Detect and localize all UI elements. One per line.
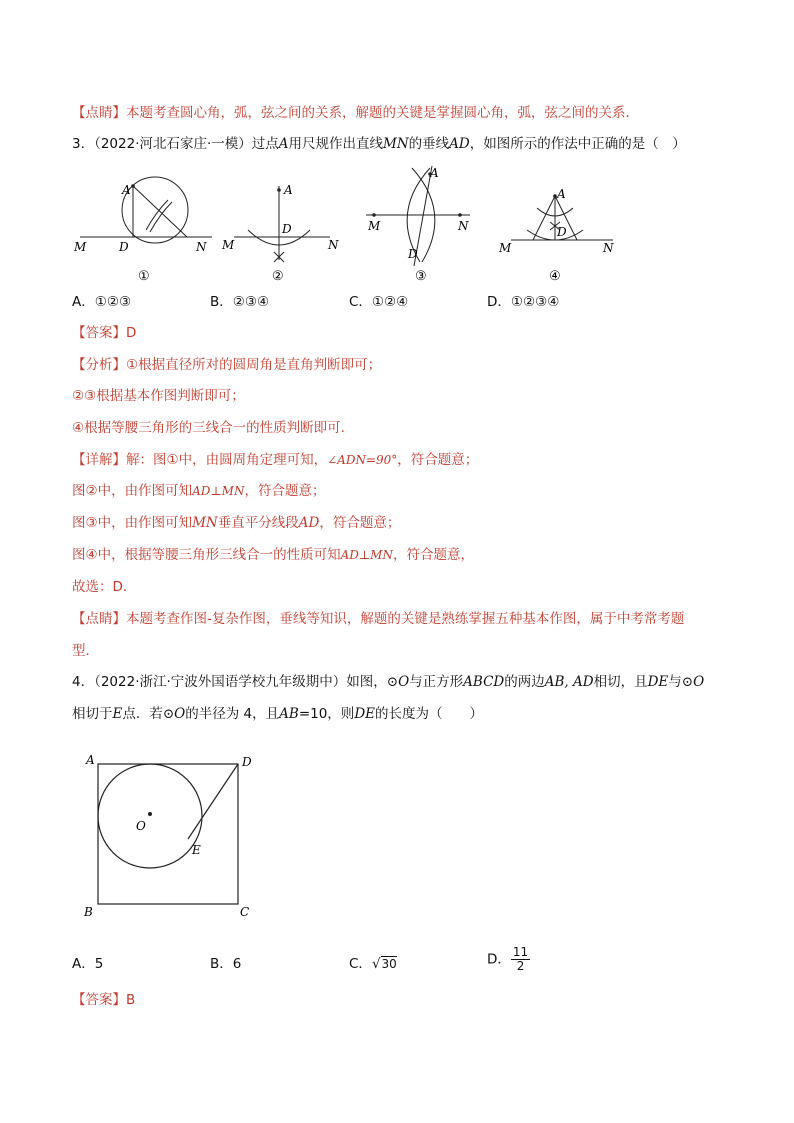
detail-math: AD: [298, 515, 320, 531]
figure-2: [218, 172, 348, 287]
sqrt-sign: √: [371, 956, 381, 972]
detail-math: AD⊥MN: [192, 484, 245, 498]
q4-math: AB, AD: [544, 674, 594, 690]
q4-option-b[interactable]: B．6: [210, 956, 242, 972]
detail-text: ，符合题意；: [319, 515, 401, 531]
dianjing-text: 本题考查作图-复杂作图，垂线等知识，解题的关键是熟练掌握五种基本作图，属于中考常考题: [126, 611, 685, 627]
figure-q4-square-circle: [80, 750, 260, 925]
fig4-label-d: D: [557, 225, 567, 239]
q3-choose: 故选：D．: [72, 579, 137, 595]
figure-3: [360, 162, 485, 287]
q4-text: 点．若: [122, 706, 163, 722]
q4-text: 的长度为（ ）: [375, 706, 483, 722]
fig3-label-d: D: [408, 247, 418, 261]
q4-math: ⊙O: [681, 674, 705, 690]
dianjing-line: [72, 103, 639, 123]
dianjing-text: 本题考查圆心角，弧，弦之间的关系，解题的关键是掌握圆心角，弧，弦之间的关系．: [126, 105, 639, 121]
q3-dianjing-2: 型．: [72, 643, 99, 659]
question-4-stem-2: [72, 704, 483, 724]
fig2-label-n: N: [328, 238, 339, 252]
figure-1: [72, 172, 217, 287]
q3-analysis-1: [72, 355, 381, 375]
fig1-label-m: M: [74, 240, 87, 254]
q4-fig-label-d: D: [242, 755, 252, 769]
q3-point-a: A: [278, 136, 289, 152]
q4-answer: [72, 990, 135, 1010]
q4-math: AB: [279, 706, 299, 722]
detail-text: ，符合题意；: [397, 452, 479, 468]
answer-value: D: [126, 325, 137, 341]
q3-option-d[interactable]: D．①②③④: [487, 294, 560, 310]
q3-detail-1: [72, 450, 478, 470]
sqrt-radicand: 30: [381, 957, 397, 971]
q3-detail-2: [72, 481, 325, 501]
question-3-stem: [72, 134, 686, 154]
detail-text: 解：图①中，由圆周角定理可知，: [126, 452, 328, 468]
fig4-number: ④: [549, 269, 561, 284]
q3-option-a[interactable]: A．①②③: [72, 294, 132, 310]
detail-math: AD⊥MN: [340, 548, 393, 562]
fig1-label-n: N: [196, 240, 207, 254]
q3-line-ad: AD: [449, 136, 470, 152]
detail-text: 图④中，根据等腰三角形三线合一的性质可知: [72, 547, 341, 563]
detail-tag: 【详解】: [72, 452, 126, 468]
fig3-label-a: A: [430, 166, 439, 180]
q4-math: E: [112, 706, 123, 722]
fig3-number: ③: [415, 269, 427, 284]
answer-tag: 【答案】: [72, 992, 126, 1008]
q4-text: 相切于: [72, 706, 113, 722]
answer-value: B: [126, 992, 136, 1008]
q4-option-a[interactable]: A．5: [72, 956, 104, 972]
detail-math: MN: [192, 515, 218, 531]
q4-fig-label-e: E: [192, 843, 201, 857]
q3-line-mn: MN: [383, 136, 409, 152]
fraction: [511, 946, 530, 973]
detail-math: ∠ADN=90°: [327, 453, 398, 467]
detail-text: ，符合题意；: [244, 483, 326, 499]
fig2-label-a: A: [284, 183, 293, 197]
fig3-label-n: N: [458, 219, 469, 233]
q3-option-b[interactable]: B．②③④: [210, 294, 270, 310]
fig2-number: ②: [272, 269, 284, 284]
q4-math: ⊙O: [162, 706, 186, 722]
fig1-label-d: D: [119, 240, 129, 254]
q3-analysis-3: ④根据等腰三角形的三线合一的性质判断即可．: [72, 420, 355, 436]
q4-text: 的两边: [504, 674, 545, 690]
q3-analysis-2: ②③根据基本作图判断即可；: [72, 388, 245, 404]
q4-fig-label-b: B: [84, 905, 93, 919]
q4-text: 4．（2022·浙江·宁波外国语学校九年级期中）如图，: [72, 674, 387, 690]
question-4-stem-1: [72, 672, 704, 692]
detail-text: ，符合题意，: [392, 547, 474, 563]
q3-detail-4: [72, 545, 474, 565]
fig4-label-n: N: [603, 241, 614, 255]
option-d-prefix: D．: [487, 951, 511, 968]
detail-text: 图②中，由作图可知: [72, 483, 193, 499]
q4-fig-label-o: O: [136, 819, 146, 833]
dianjing-tag: 【点睛】: [72, 105, 126, 121]
figure-4: [497, 172, 622, 287]
q4-math: ⊙O: [386, 674, 410, 690]
fig4-label-a: A: [557, 187, 566, 201]
q3-answer: [72, 323, 136, 343]
q4-fig-label-c: C: [240, 905, 250, 919]
detail-text: 图③中，由作图可知: [72, 515, 193, 531]
q3-text: 用尺规作出直线: [288, 136, 384, 152]
fig2-label-d: D: [282, 222, 292, 236]
q3-dianjing-1: [72, 609, 684, 629]
q4-text: 与正方形: [409, 674, 464, 690]
fig3-label-m: M: [368, 219, 381, 233]
q3-detail-3: [72, 513, 400, 533]
fig1-label-a: A: [122, 183, 131, 197]
dianjing-tag: 【点睛】: [72, 611, 126, 627]
q4-text: =10，则: [298, 706, 355, 722]
answer-tag: 【答案】: [72, 325, 126, 341]
q3-text: 3．（2022·河北石家庄·一模）过点: [72, 136, 279, 152]
fraction-denominator: 2: [516, 959, 525, 973]
fig4-label-m: M: [499, 241, 512, 255]
q4-text: 与: [668, 674, 682, 690]
q4-fig-label-a: A: [86, 753, 95, 767]
q3-text: ，如图所示的作法中正确的是（ ）: [469, 136, 686, 152]
detail-text: 垂直平分线段: [217, 515, 299, 531]
fig1-number: ①: [138, 269, 150, 284]
analysis-text: ①根据直径所对的圆周角是直角判断即可；: [126, 357, 382, 373]
q4-option-c[interactable]: [349, 954, 397, 974]
fraction-numerator: 11: [512, 945, 529, 959]
q3-option-c[interactable]: C．①②④: [349, 294, 409, 310]
analysis-tag: 【分析】: [72, 357, 126, 373]
q4-math: DE: [354, 706, 375, 722]
q3-text: 的垂线: [408, 136, 450, 152]
q4-text: 的半径为 4，且: [185, 706, 280, 722]
fig2-label-m: M: [222, 238, 235, 252]
option-c-prefix: C．: [349, 956, 372, 972]
q4-text: 相切，且: [593, 674, 648, 690]
q4-math: ABCD: [463, 674, 505, 690]
q4-math: DE: [647, 674, 669, 690]
q4-option-d[interactable]: [487, 946, 530, 973]
